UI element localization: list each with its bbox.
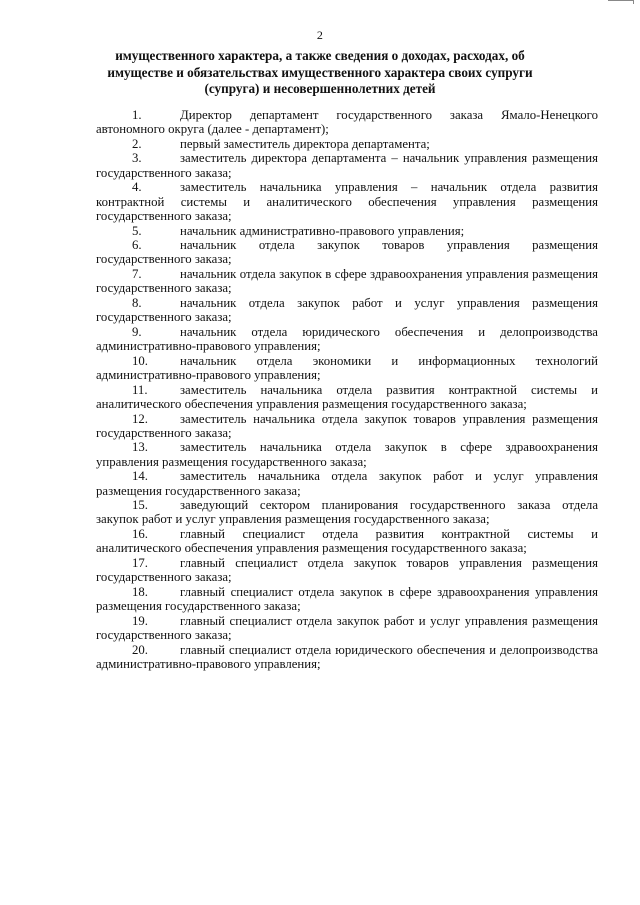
item-number: 6. — [132, 238, 142, 253]
item-text: начальник отдела закупок работ и услуг управления размещения государственного заказа; — [96, 295, 598, 325]
item-number: 5. — [132, 223, 142, 238]
list-item — [96, 137, 598, 151]
item-text: заместитель начальника управления – начальник отдела развития контрактной системы и аналитического обеспечения управления размещения государственного заказа; — [96, 180, 598, 223]
item-number: 18. — [132, 584, 148, 599]
item-number: 9. — [132, 324, 142, 339]
list-item — [96, 498, 598, 527]
item-number: 20. — [132, 642, 148, 657]
item-text: заместитель директора департамента – начальник управления размещения государственного заказа; — [96, 151, 598, 180]
list-item — [96, 527, 598, 556]
item-number: 17. — [132, 555, 148, 570]
page-number: 2 — [316, 28, 324, 42]
list-item — [96, 383, 598, 412]
list-item — [96, 224, 598, 238]
item-text: Директор департамент государственного заказа Ямало-Ненецкого автономного округа (далее - департамент); — [96, 108, 598, 137]
list-item — [96, 108, 598, 137]
item-text: заместитель начальника отдела развития контрактной системы и аналитического обеспечения управления размещения государственного заказа; — [96, 382, 598, 411]
item-number: 3. — [132, 151, 142, 166]
item-text: начальник отдела закупок в сфере здравоохранения управления размещения государственного заказа; — [96, 267, 598, 296]
item-number: 10. — [132, 353, 148, 368]
list-item — [96, 238, 598, 267]
item-number: 12. — [132, 411, 148, 426]
item-number: 7. — [132, 267, 142, 282]
heading-line: (супруга) и несовершеннолетних детей — [204, 81, 436, 96]
list-item — [96, 267, 598, 296]
list-item — [96, 325, 598, 354]
list-item — [96, 556, 598, 585]
item-number: 4. — [132, 180, 142, 195]
item-number: 8. — [132, 295, 142, 310]
list-item — [96, 614, 598, 643]
item-text: начальник отдела экономики и информационных технологий административно-правового управления; — [96, 353, 598, 383]
list-item — [96, 412, 598, 441]
item-text: главный специалист отдела развития контрактной системы и аналитического обеспечения управления размещения государственного заказа; — [96, 527, 598, 556]
item-number: 14. — [132, 469, 148, 484]
item-number: 19. — [132, 613, 148, 628]
list-item — [96, 643, 598, 672]
item-text: начальник отдела закупок товаров управления размещения государственного заказа; — [96, 238, 598, 267]
item-text: начальник административно-правового управления; — [180, 223, 465, 238]
item-number: 2. — [132, 136, 142, 151]
list-item — [96, 151, 598, 180]
list-item — [96, 585, 598, 614]
item-number: 1. — [132, 108, 142, 122]
item-text: заместитель начальника отдела закупок работ и услуг управления размещения государственного заказа; — [96, 469, 598, 498]
item-number: 15. — [132, 498, 148, 513]
item-text: главный специалист отдела закупок в сфере здравоохранения управления размещения государственного заказа; — [96, 584, 598, 614]
item-number: 11. — [132, 382, 148, 397]
item-text: первый заместитель директора департамента; — [180, 136, 430, 151]
corner-mark — [608, 0, 634, 5]
list-item — [96, 354, 598, 383]
item-text: заместитель начальника отдела закупок товаров управления размещения государственного заказа; — [96, 411, 598, 440]
list-item — [96, 180, 598, 223]
heading-line: имуществе и обязательствах имущественного характера своих супруги — [107, 64, 533, 80]
item-number: 16. — [132, 527, 148, 542]
section-heading — [96, 48, 544, 98]
item-text: заведующий сектором планирования государственного заказа отдела закупок работ и услуг управления размещения государственного заказа; — [96, 498, 598, 527]
list-item — [96, 296, 598, 325]
item-text: начальник отдела юридического обеспечения и делопроизводства административно-правового управления; — [96, 324, 598, 354]
positions-list — [96, 108, 598, 672]
item-text: главный специалист отдела юридического обеспечения и делопроизводства административно-правового управления; — [96, 642, 598, 671]
item-text: главный специалист отдела закупок товаров управления размещения государственного заказа; — [96, 555, 598, 585]
item-number: 13. — [132, 440, 148, 455]
item-text: главный специалист отдела закупок работ и услуг управления размещения государственного заказа; — [96, 613, 598, 643]
heading-line: имущественного характера, а также сведения о доходах, расходах, об — [115, 48, 525, 63]
list-item — [96, 469, 598, 498]
item-text: заместитель начальника отдела закупок в сфере здравоохранения управления размещения государственного заказа; — [96, 440, 598, 469]
list-item — [96, 440, 598, 469]
